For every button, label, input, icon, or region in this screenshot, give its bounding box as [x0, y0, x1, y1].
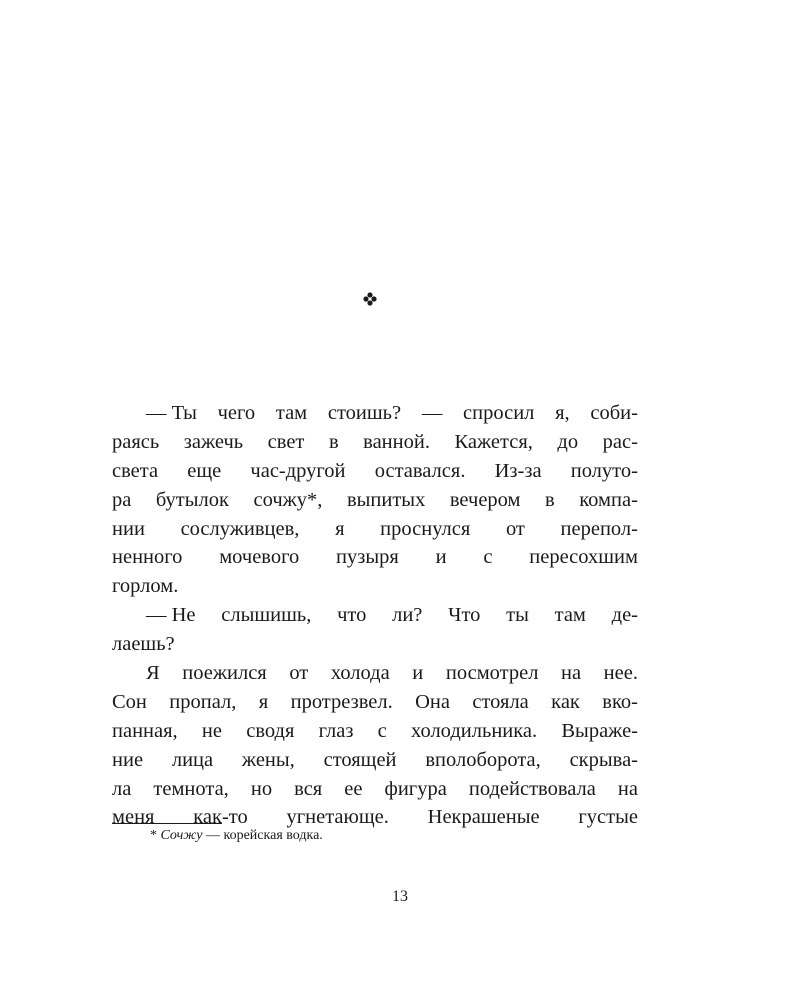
word: сослуживцев,	[180, 517, 300, 540]
text-line	[112, 746, 638, 775]
word: Некрашеные	[427, 806, 540, 829]
word: вся	[294, 777, 323, 800]
word: ли?	[392, 604, 423, 627]
word: бутылок	[155, 488, 229, 511]
body-text	[112, 399, 638, 832]
word: ее	[344, 777, 363, 800]
word: лаешь?	[112, 633, 175, 656]
word: как	[551, 690, 580, 713]
word: с	[483, 546, 493, 569]
word: оставался.	[374, 459, 466, 482]
footnote-term: Сочжу	[160, 828, 203, 843]
word: слышишь,	[221, 604, 312, 627]
word: и	[412, 662, 424, 685]
word: вечером	[449, 488, 521, 511]
word: пропал,	[169, 690, 237, 713]
text-line	[112, 428, 638, 457]
word: там	[554, 604, 586, 627]
word: там	[275, 402, 308, 424]
text-line	[112, 659, 638, 688]
word: в	[545, 488, 555, 511]
word: свет	[267, 430, 305, 453]
word: Кажется,	[454, 430, 533, 453]
word: посмотрел	[445, 662, 539, 685]
word: соби-	[590, 402, 638, 424]
word: протрезвел.	[290, 690, 393, 713]
word: —	[421, 402, 443, 424]
word: полуто-	[570, 459, 638, 482]
word: ненного	[112, 546, 183, 569]
word: я,	[555, 402, 570, 424]
text-line	[112, 717, 638, 746]
word: вко-	[602, 690, 638, 713]
text-line	[112, 688, 638, 717]
word: ние	[112, 748, 144, 771]
word: стоящей	[323, 748, 397, 771]
footnote-text: — корейская водка.	[202, 828, 323, 843]
word: пересохшим	[529, 546, 638, 569]
word: лица	[171, 748, 214, 771]
footnote-marker: *	[150, 828, 157, 843]
word: нее.	[603, 662, 638, 685]
text-line	[112, 601, 638, 630]
word: холодильника.	[411, 719, 538, 742]
word: темнота,	[153, 777, 229, 800]
text-line	[112, 457, 638, 486]
word: де-	[611, 604, 638, 627]
word: зажечь	[183, 430, 244, 453]
word: ра	[112, 488, 132, 511]
word: — Не	[146, 604, 196, 627]
word: сочжу*,	[253, 488, 323, 511]
footnote-rule	[112, 823, 222, 824]
word: панная,	[112, 719, 178, 742]
word: густые	[578, 806, 638, 829]
word: света	[112, 459, 159, 482]
word: час-другой	[250, 459, 346, 482]
text-line	[112, 486, 638, 515]
word: что	[337, 604, 367, 627]
word: я	[258, 690, 269, 713]
word: выпитых	[346, 488, 426, 511]
word: ла	[112, 777, 132, 800]
word: сводя	[246, 719, 295, 742]
word: подействовала	[468, 777, 596, 800]
text-line	[112, 630, 638, 659]
footnote	[150, 826, 323, 846]
word: не	[201, 719, 222, 742]
word: раясь	[112, 430, 160, 453]
word: компа-	[579, 488, 638, 511]
word: ванной.	[363, 430, 430, 453]
word: глаз	[318, 719, 354, 742]
word: перепол-	[560, 517, 638, 540]
text-line	[112, 399, 638, 428]
word: стоишь?	[327, 402, 402, 424]
word: от	[505, 517, 525, 540]
word: поежился	[182, 662, 267, 685]
word: проснулся	[380, 517, 471, 540]
word: на	[617, 777, 638, 800]
word: Сон	[112, 690, 147, 713]
page-number: 13	[392, 888, 408, 905]
word: вполоборота,	[425, 748, 541, 771]
word: жены,	[241, 748, 295, 771]
word: на	[561, 662, 582, 685]
word: до	[557, 430, 579, 453]
word: и	[435, 546, 447, 569]
word: еще	[187, 459, 222, 482]
word: Выраже-	[561, 719, 638, 742]
word: как-то	[193, 806, 248, 829]
word: холода	[330, 662, 390, 685]
word: рас-	[602, 430, 638, 453]
word: меня	[112, 806, 155, 829]
word: но	[250, 777, 273, 800]
word: Что	[448, 604, 481, 627]
word: — Ты	[146, 402, 197, 424]
word: ты	[506, 604, 529, 627]
word: Я	[146, 662, 160, 685]
text-line	[112, 572, 638, 601]
word: спросил	[463, 402, 535, 424]
word: стояла	[472, 690, 529, 713]
word: фигура	[384, 777, 447, 800]
word: я	[335, 517, 345, 540]
word: горлом.	[112, 575, 179, 598]
word: мочевого	[219, 546, 300, 569]
text-line	[112, 515, 638, 544]
word: в	[328, 430, 339, 453]
word: от	[289, 662, 309, 685]
word: чего	[217, 402, 256, 424]
word: нии	[112, 517, 145, 540]
flower-ornament-icon	[362, 291, 378, 307]
word: Она	[415, 690, 450, 713]
word: угнетающе.	[286, 806, 389, 829]
text-line	[112, 543, 638, 572]
word: скрыва-	[569, 748, 638, 771]
word: с	[377, 719, 387, 742]
word: Из-за	[494, 459, 542, 482]
text-line	[112, 775, 638, 804]
word: пузыря	[336, 546, 399, 569]
